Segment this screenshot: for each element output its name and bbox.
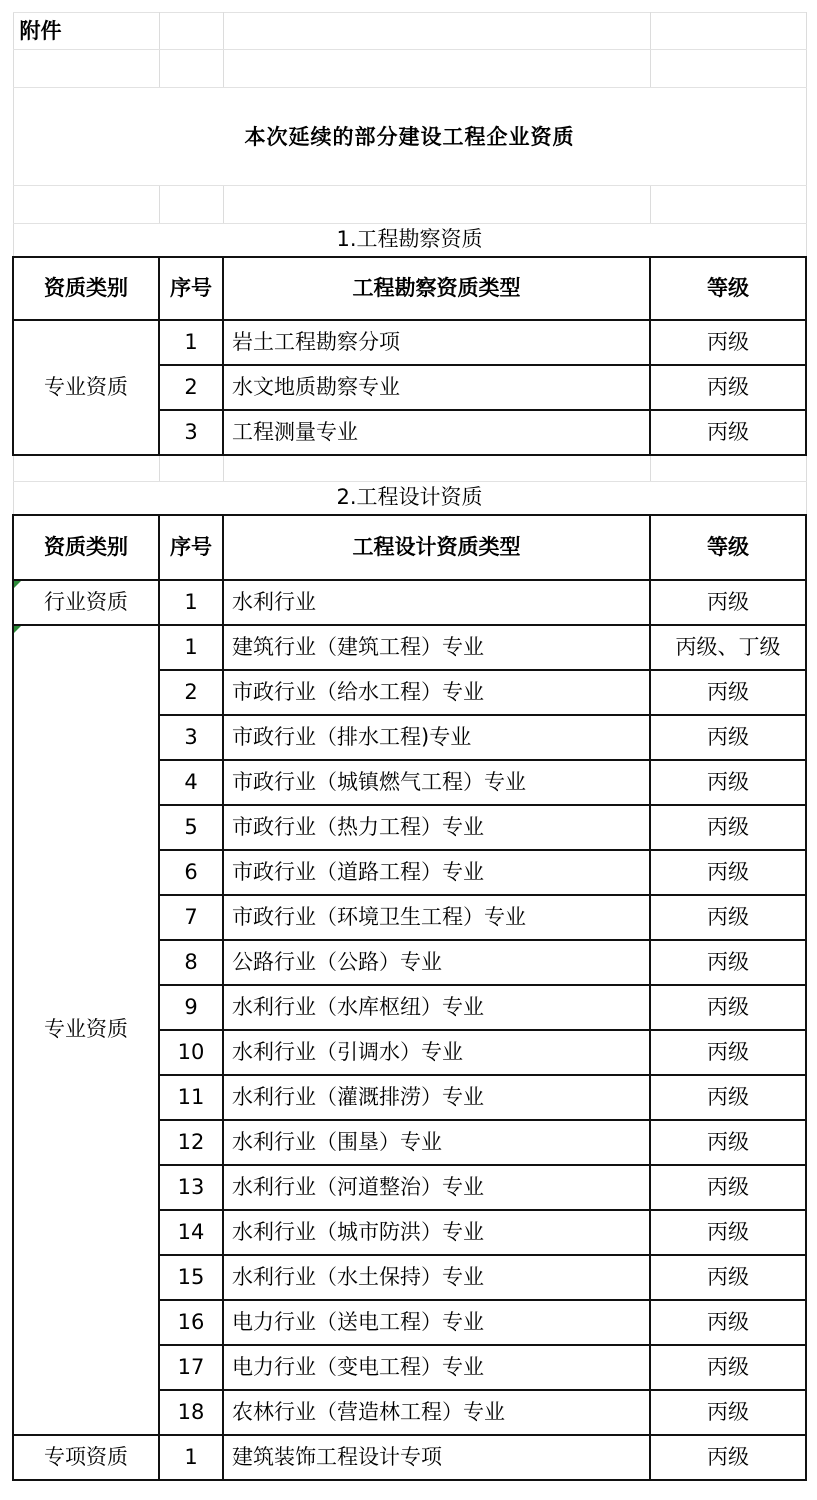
qualification-type[interactable]: 工程测量专业: [223, 410, 650, 455]
qualification-level[interactable]: 丙级: [650, 715, 806, 760]
row-number[interactable]: 1: [159, 580, 223, 625]
empty-cell[interactable]: [159, 50, 223, 88]
qualification-level[interactable]: 丙级: [650, 940, 806, 985]
header-level[interactable]: 等级: [650, 515, 806, 580]
category-cell[interactable]: 专业资质: [13, 625, 159, 1435]
row-number[interactable]: 13: [159, 1165, 223, 1210]
row-number[interactable]: 6: [159, 850, 223, 895]
empty-cell[interactable]: [13, 50, 159, 88]
row-number[interactable]: 12: [159, 1120, 223, 1165]
row-number[interactable]: 4: [159, 760, 223, 805]
empty-cell[interactable]: [159, 186, 223, 224]
qualification-level[interactable]: 丙级、丁级: [650, 625, 806, 670]
empty-cell[interactable]: [159, 13, 223, 50]
qualification-type[interactable]: 市政行业（环境卫生工程）专业: [223, 895, 650, 940]
empty-cell[interactable]: [650, 455, 806, 482]
qualification-type[interactable]: 市政行业（热力工程）专业: [223, 805, 650, 850]
qualification-type[interactable]: 水利行业: [223, 580, 650, 625]
row-number[interactable]: 15: [159, 1255, 223, 1300]
qualification-type[interactable]: 电力行业（送电工程）专业: [223, 1300, 650, 1345]
qualification-level[interactable]: 丙级: [650, 760, 806, 805]
qualification-type[interactable]: 市政行业（给水工程）专业: [223, 670, 650, 715]
row-number[interactable]: 5: [159, 805, 223, 850]
qualification-level[interactable]: 丙级: [650, 850, 806, 895]
qualification-level[interactable]: 丙级: [650, 1390, 806, 1435]
qualification-type[interactable]: 水利行业（河道整治）专业: [223, 1165, 650, 1210]
category-cell[interactable]: 专项资质: [13, 1435, 159, 1480]
row-number[interactable]: 2: [159, 365, 223, 410]
qualification-type[interactable]: 岩土工程勘察分项: [223, 320, 650, 365]
row-number[interactable]: 2: [159, 670, 223, 715]
qualification-type[interactable]: 水利行业（水库枢纽）专业: [223, 985, 650, 1030]
empty-cell[interactable]: [223, 186, 650, 224]
empty-cell[interactable]: [223, 13, 650, 50]
qualification-level[interactable]: 丙级: [650, 1030, 806, 1075]
qualification-level[interactable]: 丙级: [650, 1345, 806, 1390]
header-level[interactable]: 等级: [650, 257, 806, 320]
header-category[interactable]: 资质类别: [13, 515, 159, 580]
empty-cell[interactable]: [13, 186, 159, 224]
qualification-type[interactable]: 电力行业（变电工程）专业: [223, 1345, 650, 1390]
qualification-level[interactable]: 丙级: [650, 1435, 806, 1480]
category-cell[interactable]: 专业资质: [13, 320, 159, 455]
qualification-type[interactable]: 水利行业（城市防洪）专业: [223, 1210, 650, 1255]
qualification-type[interactable]: 建筑行业（建筑工程）专业: [223, 625, 650, 670]
empty-cell[interactable]: [650, 186, 806, 224]
header-type[interactable]: 工程勘察资质类型: [223, 257, 650, 320]
row-number[interactable]: 16: [159, 1300, 223, 1345]
header-type[interactable]: 工程设计资质类型: [223, 515, 650, 580]
qualification-sheet: [12, 12, 807, 1481]
qualification-type[interactable]: 市政行业（道路工程）专业: [223, 850, 650, 895]
empty-cell[interactable]: [159, 455, 223, 482]
empty-cell[interactable]: [223, 455, 650, 482]
qualification-type[interactable]: 公路行业（公路）专业: [223, 940, 650, 985]
qualification-level[interactable]: 丙级: [650, 580, 806, 625]
qualification-level[interactable]: 丙级: [650, 1300, 806, 1345]
empty-cell[interactable]: [13, 455, 159, 482]
qualification-type[interactable]: 水利行业（引调水）专业: [223, 1030, 650, 1075]
row-number[interactable]: 17: [159, 1345, 223, 1390]
qualification-level[interactable]: 丙级: [650, 1255, 806, 1300]
row-number[interactable]: 14: [159, 1210, 223, 1255]
qualification-level[interactable]: 丙级: [650, 365, 806, 410]
row-number[interactable]: 10: [159, 1030, 223, 1075]
qualification-type[interactable]: 水利行业（围垦）专业: [223, 1120, 650, 1165]
row-number[interactable]: 3: [159, 715, 223, 760]
row-number[interactable]: 1: [159, 625, 223, 670]
row-number[interactable]: 3: [159, 410, 223, 455]
row-number[interactable]: 1: [159, 320, 223, 365]
qualification-level[interactable]: 丙级: [650, 670, 806, 715]
empty-cell[interactable]: [223, 50, 650, 88]
qualification-type[interactable]: 市政行业（城镇燃气工程）专业: [223, 760, 650, 805]
qualification-level[interactable]: 丙级: [650, 805, 806, 850]
qualification-type[interactable]: 建筑装饰工程设计专项: [223, 1435, 650, 1480]
empty-cell[interactable]: [650, 13, 806, 50]
row-number[interactable]: 9: [159, 985, 223, 1030]
header-number[interactable]: 序号: [159, 515, 223, 580]
qualification-level[interactable]: 丙级: [650, 895, 806, 940]
row-number[interactable]: 18: [159, 1390, 223, 1435]
section-title-design[interactable]: 2.工程设计资质: [13, 482, 806, 515]
empty-cell[interactable]: [650, 50, 806, 88]
row-number[interactable]: 8: [159, 940, 223, 985]
row-number[interactable]: 11: [159, 1075, 223, 1120]
header-number[interactable]: 序号: [159, 257, 223, 320]
qualification-level[interactable]: 丙级: [650, 1165, 806, 1210]
row-number[interactable]: 7: [159, 895, 223, 940]
attachment-label[interactable]: 附件: [13, 13, 159, 50]
row-number[interactable]: 1: [159, 1435, 223, 1480]
section-title-survey[interactable]: 1.工程勘察资质: [13, 224, 806, 257]
qualification-level[interactable]: 丙级: [650, 320, 806, 365]
category-cell[interactable]: 行业资质: [13, 580, 159, 625]
qualification-level[interactable]: 丙级: [650, 1120, 806, 1165]
qualification-type[interactable]: 农林行业（营造林工程）专业: [223, 1390, 650, 1435]
page-title[interactable]: 本次延续的部分建设工程企业资质: [13, 88, 806, 186]
qualification-level[interactable]: 丙级: [650, 1210, 806, 1255]
qualification-type[interactable]: 水文地质勘察专业: [223, 365, 650, 410]
qualification-level[interactable]: 丙级: [650, 410, 806, 455]
qualification-type[interactable]: 水利行业（灌溉排涝）专业: [223, 1075, 650, 1120]
qualification-type[interactable]: 市政行业（排水工程)专业: [223, 715, 650, 760]
qualification-type[interactable]: 水利行业（水土保持）专业: [223, 1255, 650, 1300]
header-category[interactable]: 资质类别: [13, 257, 159, 320]
qualification-level[interactable]: 丙级: [650, 1075, 806, 1120]
qualification-level[interactable]: 丙级: [650, 985, 806, 1030]
